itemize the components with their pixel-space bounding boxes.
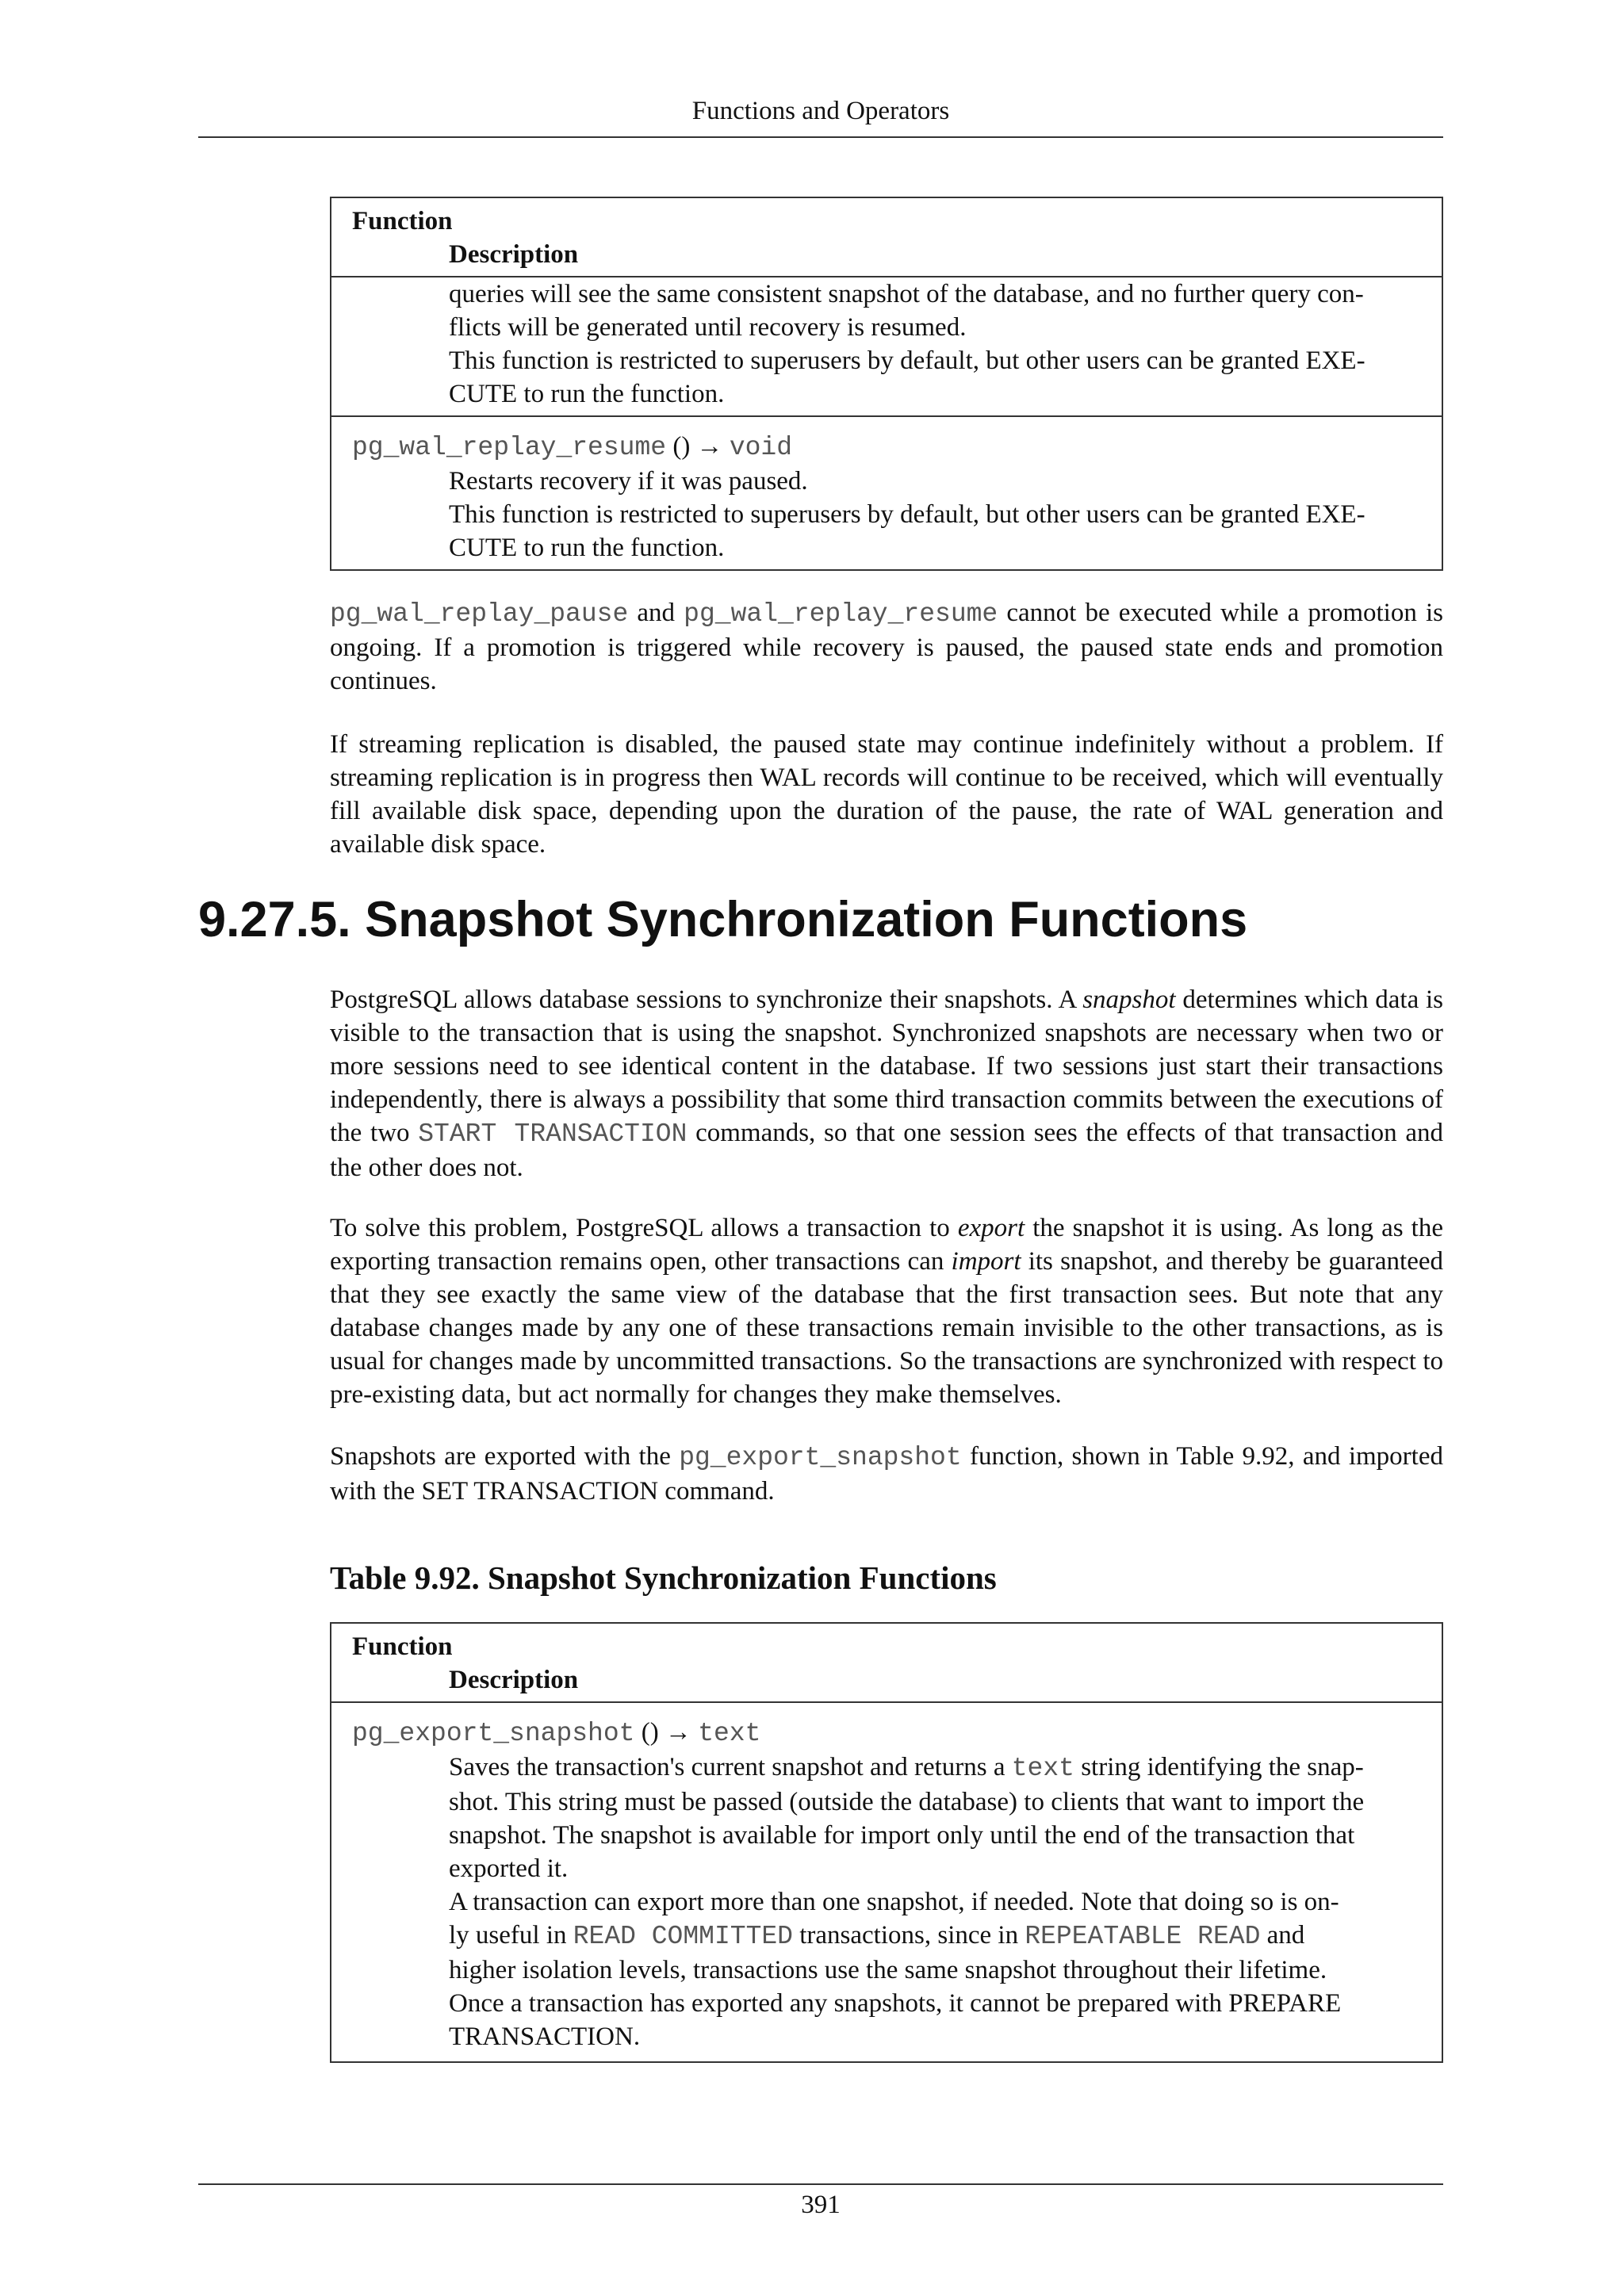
text-run: PostgreSQL allows database sessions to synchronize their snapshots. A [330,985,1083,1014]
paragraph-streaming: If streaming replication is disabled, the paused state may continue indefinitely without a problem. If streaming replication is in progress then WAL records will continue to be received, which will eventually fill available disk space, depending upon the duration of the pause, the rate of WAL generation and available disk space. [330,730,1443,859]
description-line: shot. This string must be passed (outside the database) to clients that want to import the [449,1788,1365,1816]
column-header-description: Description [449,1666,579,1694]
paragraph-export-import [330,1211,1443,1411]
return-type: text [698,1719,761,1748]
function-name: pg_wal_replay_resume [352,433,667,462]
text-run: and [628,599,684,627]
paragraph-intro [330,983,1443,1184]
table-row [331,1703,1442,2061]
inline-code: pg_export_snapshot [679,1443,962,1472]
text-run: Saves the transaction's current snapshot and returns a [449,1753,1012,1781]
text-run: and [1260,1921,1305,1950]
table-row [331,417,1442,569]
text-run: cannot be executed while a promotion is ongoing. If a promotion is triggered while recovery is paused, the paused state ends and promotion continues. [330,599,1443,695]
table-header-row [331,198,1442,277]
page-header: Functions and Operators [691,97,950,125]
text-run: commands, so that one session sees the effects of that transaction and the other does not. [330,1119,1443,1182]
text-run: string identifying the snap- [1074,1753,1364,1781]
description-line: Restarts recovery if it was paused. [449,467,808,496]
table-caption: Table 9.92. Snapshot Synchronization Functions [330,1559,997,1596]
page-number: 391 [801,2191,841,2219]
function-args: () → [634,1718,699,1747]
header-rule [198,136,1443,138]
description-line: exported it. [449,1854,569,1883]
emphasis: export [957,1214,1025,1242]
function-signature [352,1708,1410,1751]
description-line: TRANSACTION. [449,2022,641,2051]
column-header-description: Description [449,240,579,269]
inline-code: pg_wal_replay_resume [684,599,998,629]
text-run: determines which data is visible to the transaction that is using the snapshot. Synchronized snapshots are necessary when two or more sessions need to see identical content in the database. If two sessions just start their transactions independently, there is always a possibility that some third transaction commits between the executions of the two [330,985,1443,1147]
description-line: higher isolation levels, transactions use the same snapshot throughout their lifetime. [449,1956,1327,1984]
text-run: To solve this problem, PostgreSQL allows a transaction to [330,1214,958,1242]
description-line: snapshot. The snapshot is available for import only until the end of the transaction that [449,1821,1355,1850]
snapshot-functions-table [330,1622,1443,2063]
functions-table-continued [330,197,1443,571]
text-run: ly useful in [449,1921,573,1950]
description-line: This function is restricted to superusers by default, but other users can be granted EXE- [449,346,1365,375]
column-header-function: Function [352,1632,453,1661]
description-line: flicts will be generated until recovery is resumed. [449,313,967,342]
text-run: the snapshot it is using. As long as the exporting transaction remains open, other transactions can [330,1214,1443,1276]
emphasis: snapshot [1082,985,1176,1014]
description-line: A transaction can export more than one snapshot, if needed. Note that doing so is on- [449,1888,1339,1916]
inline-code: text [1011,1754,1074,1783]
text-run: transactions, since in [792,1921,1025,1950]
table-header-row [331,1624,1442,1703]
paragraph-snapshots-exported [330,1440,1443,1508]
description-line [449,1751,1410,1785]
inline-code: pg_wal_replay_pause [330,599,629,629]
description-line: This function is restricted to superusers by default, but other users can be granted EXE- [449,500,1365,529]
inline-code: START TRANSACTION [418,1119,688,1149]
description-line: queries will see the same consistent snapshot of the database, and no further query con- [449,280,1364,308]
section-heading: 9.27.5. Snapshot Synchronization Functions [198,892,1248,947]
function-name: pg_export_snapshot [352,1719,635,1748]
emphasis: import [951,1247,1021,1276]
text-run: its snapshot, and thereby be guaranteed that they see exactly the same view of the database that the first transaction sees. But note that any database changes made by any one of these transactions remain invisible to the other transactions, as is usual for changes made by uncommitted transactions. So the transactions are synchronized with respect to pre-existing data, but act normally for changes they make themselves. [330,1247,1443,1409]
return-type: void [729,433,793,462]
function-args: () → [666,432,730,461]
text-run: Snapshots are exported with the [330,1442,680,1471]
row-description [352,1751,1410,2053]
description-line: CUTE to run the function. [449,534,725,562]
inline-code: REPEATABLE READ [1025,1922,1261,1951]
column-header-function: Function [352,207,453,235]
text-run: function, shown in Table 9.92, and imported with the SET TRANSACTION command. [330,1442,1443,1506]
table-row [331,277,1442,417]
description-line: Once a transaction has exported any snapshots, it cannot be prepared with PREPARE [449,1989,1342,2018]
inline-code: READ COMMITTED [573,1922,793,1951]
row-description [352,465,1410,564]
description-line [449,1919,1410,1954]
paragraph-promotion [330,596,1443,698]
row-description [352,277,1410,411]
function-signature [352,422,1410,465]
description-line: CUTE to run the function. [449,380,725,408]
